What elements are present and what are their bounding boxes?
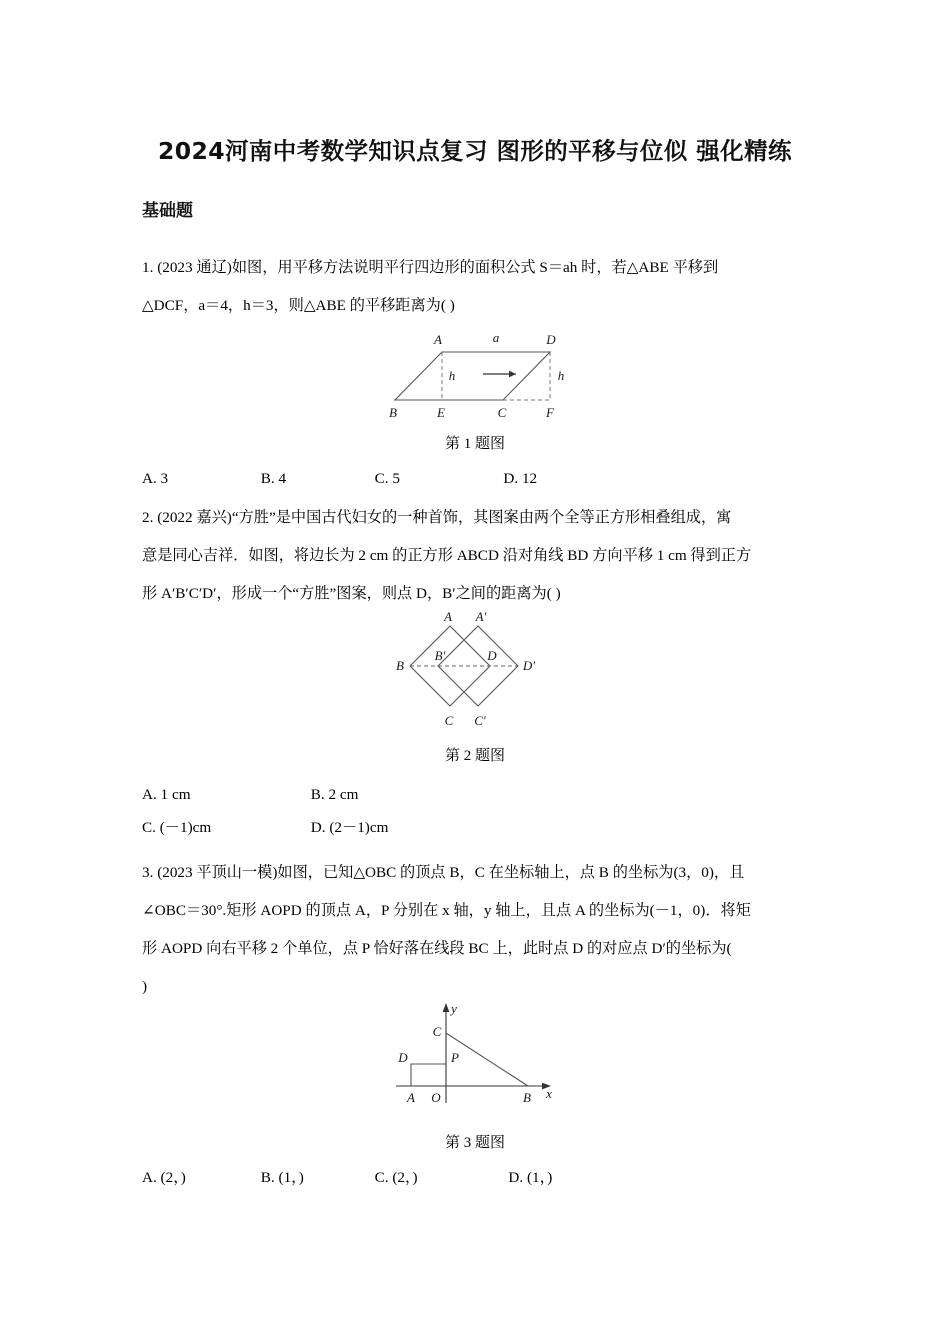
figure3-label-x-axis: x: [546, 1086, 552, 1101]
question-3-option-b[interactable]: B. (1，): [260, 1169, 304, 1186]
question-2-options-row-2: [142, 813, 388, 843]
figure2-label-B-prime: B′: [434, 648, 446, 663]
question-2-figure: [388, 608, 573, 736]
question-3-text: [142, 854, 814, 1006]
question-2-options-row-1: [142, 780, 358, 810]
figure1-label-A: A: [434, 332, 442, 347]
question-3-option-c[interactable]: C. (2，): [374, 1169, 418, 1186]
figure3-label-y-axis: y: [451, 1001, 457, 1016]
question-3-figure: [388, 998, 568, 1113]
figure3-label-A: A: [407, 1090, 415, 1105]
question-3-line-2: ∠OBC＝30°.矩形 AOPD 的顶点 A，P 分别在 x 轴，y 轴上，且点 A 的坐标为(－1，0)．将矩: [142, 902, 751, 919]
question-2-text: [142, 499, 814, 613]
figure2-label-B: B: [396, 658, 404, 673]
question-3-line-4: ): [142, 978, 148, 995]
question-1-option-a[interactable]: A. 3: [142, 470, 169, 487]
question-1-line-1: 1. (2023 通辽)如图，用平移方法说明平行四边形的面积公式 S＝ah 时，若△ABE 平移到: [142, 259, 719, 276]
figure1-label-h-left: h: [448, 368, 456, 383]
figure2-label-C: C: [444, 713, 454, 728]
question-3-options: [142, 1163, 552, 1193]
question-1-option-c[interactable]: C. 5: [374, 470, 400, 487]
question-3-figure-caption: 第 3 题图: [444, 1135, 505, 1151]
figure3-label-P: P: [451, 1050, 459, 1065]
figure3-label-O: O: [431, 1090, 441, 1105]
question-2-figure-caption: 第 2 题图: [444, 748, 505, 764]
figure1-label-a: a: [492, 330, 500, 345]
question-2-option-c[interactable]: C. (－1)cm: [142, 819, 212, 836]
figure1-label-C: C: [497, 405, 507, 420]
figure1-label-B: B: [389, 405, 397, 420]
question-3-line-3: 形 AOPD 向右平移 2 个单位，点 P 恰好落在线段 BC 上，此时点 D 的对应点 D′的坐标为(: [142, 940, 732, 957]
question-3-line-1: 3. (2023 平顶山一模)如图，已知△OBC 的顶点 B，C 在坐标轴上，点 B 的坐标为(3，0)，且: [142, 864, 745, 881]
question-2-line-3: 形 A′B′C′D′，形成一个“方胜”图案，则点 D，B′之间的距离为( ): [142, 585, 561, 602]
question-1-line-2: △DCF，a＝4，h＝3，则△ABE 的平移距离为( ): [142, 297, 455, 314]
figure2-label-D: D: [487, 648, 497, 663]
figure3-label-D: D: [398, 1050, 408, 1065]
figure2-label-D-prime: D′: [522, 658, 536, 673]
question-2-option-d[interactable]: D. (2－1)cm: [310, 819, 389, 836]
question-2-option-a[interactable]: A. 1 cm: [142, 786, 191, 803]
question-1-option-b[interactable]: B. 4: [260, 470, 287, 487]
section-heading: 基础题: [142, 201, 193, 221]
figure1-label-E: E: [437, 405, 445, 420]
question-2-line-2: 意是同心吉祥．如图，将边长为 2 cm 的正方形 ABCD 沿对角线 BD 方向平移 1 cm 得到正方: [142, 547, 752, 564]
figure2-label-A: A: [444, 609, 452, 624]
figure3-label-B: B: [523, 1090, 531, 1105]
figure1-label-D: D: [546, 332, 556, 347]
question-1-figure-caption: 第 1 题图: [444, 436, 505, 452]
question-1-text: [142, 249, 814, 325]
figure2-label-C-prime: C′: [474, 713, 486, 728]
figure3-label-C: C: [432, 1024, 442, 1039]
question-2-option-b[interactable]: B. 2 cm: [310, 786, 359, 803]
page-title: 2024河南中考数学知识点复习 图形的平移与位似 强化精练: [158, 137, 792, 165]
figure2-label-A-prime: A′: [475, 609, 487, 624]
question-1-option-d[interactable]: D. 12: [503, 470, 538, 487]
question-2-line-1: 2. (2022 嘉兴)“方胜”是中国古代妇女的一种首饰，其图案由两个全等正方形相叠组成，寓: [142, 509, 732, 526]
question-3-option-d[interactable]: D. (1，): [508, 1169, 553, 1186]
question-3-option-a[interactable]: A. (2，): [142, 1169, 186, 1186]
question-1-options: [142, 464, 537, 494]
figure1-label-h-right: h: [557, 368, 565, 383]
figure1-label-F: F: [546, 405, 554, 420]
question-1-figure: [385, 322, 575, 422]
